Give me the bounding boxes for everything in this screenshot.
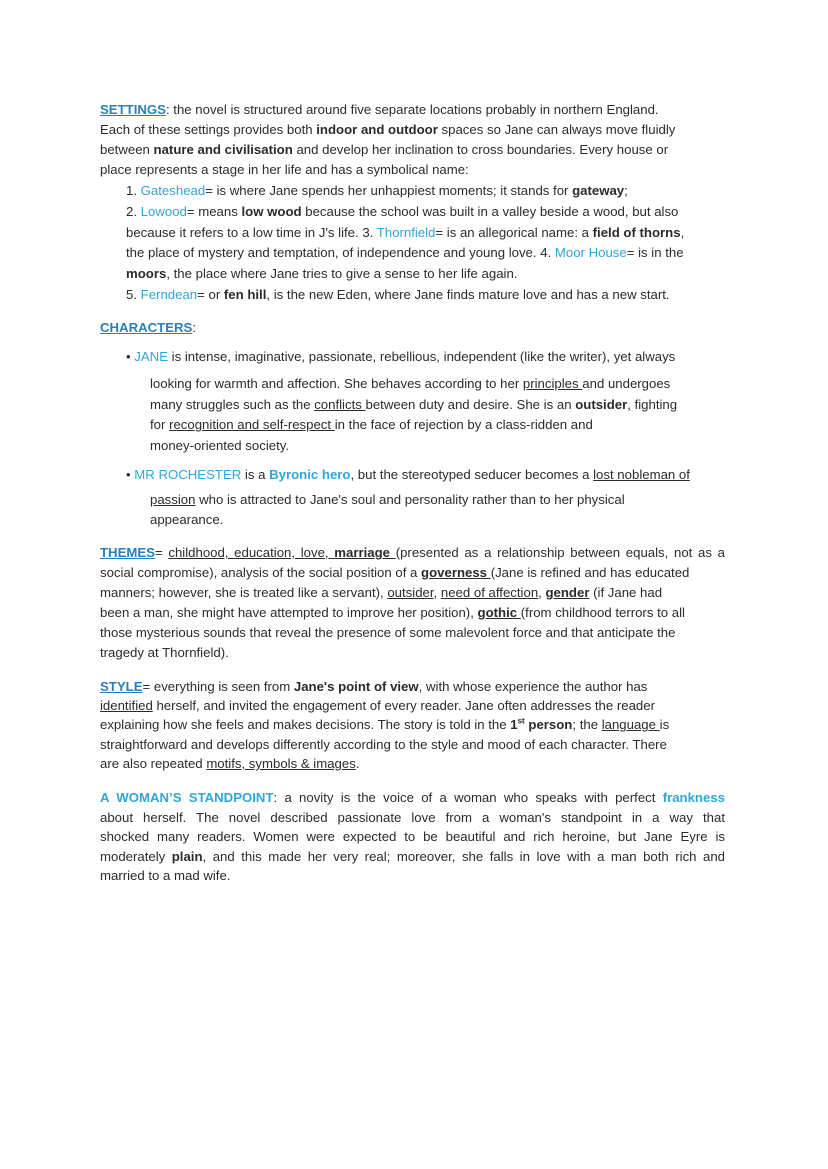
style-line-4: straightforward and develops differently according to the style and mood of each character. There — [100, 737, 667, 752]
character-rochester-line-1: • MR ROCHESTER is a Byronic hero, but the stereotyped seducer becomes a lost nobleman of — [126, 467, 690, 482]
settings-item-lowood: 2. Lowood= means low wood because the school was built in a valley beside a wood, but also — [126, 204, 679, 219]
standpoint-line-4: moderately plain, and this made her very real; moreover, she falls in love with a man both rich and — [100, 849, 725, 864]
character-rochester-line-2: passion who is attracted to Jane's soul and personality rather than to her physical — [150, 492, 625, 507]
standpoint-line-2: about herself. The novel described passionate love from a woman's standpoint in a way that — [100, 810, 725, 825]
character-rochester-line-3: appearance. — [150, 512, 224, 527]
style-line-1: STYLE= everything is seen from Jane's point of view, with whose experience the author has — [100, 679, 648, 694]
themes-line-2: social compromise), analysis of the social position of a governess (Jane is refined and has educated — [100, 565, 690, 580]
settings-item-gateshead: 1. Gateshead= is where Jane spends her unhappiest moments; it stands for gateway; — [126, 183, 628, 198]
style-line-5: are also repeated motifs, symbols & images. — [100, 756, 360, 771]
characters-heading-line: CHARACTERS: — [100, 320, 196, 335]
settings-item-moors: moors, the place where Jane tries to give a sense to her life again. — [126, 266, 518, 281]
standpoint-line-1: A WOMAN’S STANDPOINT: a novity is the voice of a woman who speaks with perfect frankness — [100, 790, 725, 805]
characters-heading: CHARACTERS — [100, 320, 193, 335]
character-jane-line-4: for recognition and self-respect in the face of rejection by a class-ridden and — [150, 417, 593, 432]
standpoint-heading: A WOMAN’S STANDPOINT — [100, 790, 274, 805]
settings-item-ferndean: 5. Ferndean= or fen hill, is the new Eden, where Jane finds mature love and has a new start. — [126, 287, 670, 302]
style-line-3: explaining how she feels and makes decisions. The story is told in the 1st person; the language is — [100, 716, 670, 732]
themes-line-6: tragedy at Thornfield). — [100, 645, 229, 660]
bullet-icon: • — [126, 349, 131, 364]
style-line-2: identified herself, and invited the engagement of every reader. Jane often addresses the reader — [100, 698, 655, 713]
themes-line-1: THEMES= childhood, education, love, marriage (presented as a relationship between equals, not as a — [100, 545, 725, 560]
settings-line-2: Each of these settings provides both indoor and outdoor spaces so Jane can always move fluidly — [100, 122, 676, 137]
character-jane-line-1: • JANE is intense, imaginative, passionate, rebellious, independent (like the writer), yet always — [126, 349, 676, 364]
style-heading: STYLE — [100, 679, 143, 694]
themes-line-4: been a man, she might have attempted to improve her position), gothic (from childhood terrors to all — [100, 605, 685, 620]
character-jane-line-2: looking for warmth and affection. She behaves according to her principles and undergoes — [150, 376, 671, 391]
settings-line-4: place represents a stage in her life and has a symbolical name: — [100, 162, 469, 177]
themes-heading: THEMES — [100, 545, 155, 560]
standpoint-line-5: married to a mad wife. — [100, 868, 231, 883]
themes-line-3: manners; however, she is treated like a servant), outsider, need of affection, gender (if Jane had — [100, 585, 663, 600]
settings-heading: SETTINGS — [100, 102, 166, 117]
settings-item-moor-house: the place of mystery and temptation, of independence and young love. 4. Moor House= is in the — [126, 245, 684, 260]
settings-line-1: SETTINGS: the novel is structured around five separate locations probably in northern England. — [100, 102, 659, 117]
character-jane-line-3: many struggles such as the conflicts between duty and desire. She is an outsider, fighting — [150, 397, 678, 412]
character-jane-line-5: money-oriented society. — [150, 438, 290, 453]
settings-item-thornfield: because it refers to a low time in J's life. 3. Thornfield= is an allegorical name: a field of thorns, — [126, 225, 685, 240]
settings-line-3: between nature and civilisation and develop her inclination to cross boundaries. Every house or — [100, 142, 669, 157]
themes-line-5: those mysterious sounds that reveal the presence of some malevolent force and that anticipate the — [100, 625, 676, 640]
standpoint-line-3: shocked many readers. Women were expected to be beautiful and rich heroine, but Jane Eyre is — [100, 829, 725, 844]
bullet-icon: • — [126, 467, 131, 482]
